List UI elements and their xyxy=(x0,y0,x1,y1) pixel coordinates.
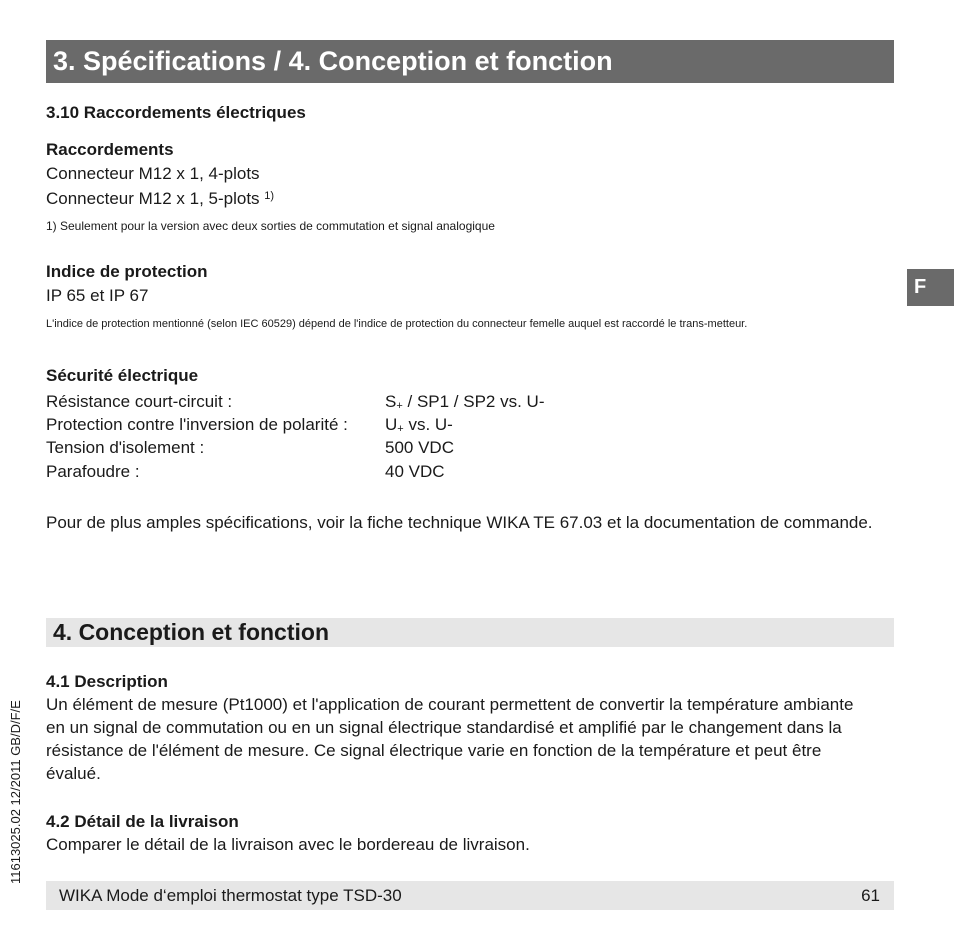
value-subscript: + xyxy=(396,400,403,412)
securite-label: Tension d'isolement : xyxy=(46,438,205,457)
connector-5-pin-text: Connecteur M12 x 1, 5-plots xyxy=(46,189,260,208)
language-tab: F xyxy=(907,269,954,306)
section-heading-3-10: 3.10 Raccordements électriques xyxy=(46,103,306,122)
protection-value: IP 65 et IP 67 xyxy=(46,286,149,305)
connector-5-pin xyxy=(46,185,274,210)
securite-label: Résistance court-circuit : xyxy=(46,392,233,411)
footnote-marker: 1) xyxy=(264,190,275,202)
value-main: 40 VDC xyxy=(385,462,445,481)
page-title: 3. Spécifications / 4. Conception et fonction xyxy=(46,40,894,83)
value-rest: / SP1 / SP2 vs. U- xyxy=(402,392,545,411)
page-footer xyxy=(46,881,894,910)
footer-title: WIKA Mode d‘emploi thermostat type TSD-30 xyxy=(59,886,402,905)
document-code: 11613025.02 12/2011 GB/D/F/E xyxy=(8,700,23,884)
section-4-title: 4. Conception et fonction xyxy=(46,618,894,647)
securite-value xyxy=(385,436,454,459)
footnote: 1) Seulement pour la version avec deux sorties de commutation et signal analogique xyxy=(46,219,495,233)
connector-4-pin: Connecteur M12 x 1, 4-plots xyxy=(46,164,260,183)
raccordements-heading: Raccordements xyxy=(46,140,174,159)
protection-note: L'indice de protection mentionné (selon IEC 60529) dépend de l'indice de protection du connecteur femelle auquel est raccordé le trans-metteur. xyxy=(46,318,748,330)
section-4-2-text: Comparer le détail de la livraison avec le bordereau de livraison. xyxy=(46,835,530,854)
securite-value xyxy=(385,460,445,483)
value-main: S xyxy=(385,392,397,411)
value-subscript: + xyxy=(397,423,404,435)
section-4-2-heading: 4.2 Détail de la livraison xyxy=(46,812,239,831)
securite-label: Protection contre l'inversion de polarité : xyxy=(46,415,348,434)
section-4-1-heading: 4.1 Description xyxy=(46,672,168,691)
page-number: 61 xyxy=(861,886,880,905)
securite-label: Parafoudre : xyxy=(46,462,140,481)
protection-heading: Indice de protection xyxy=(46,262,208,281)
value-rest: vs. U- xyxy=(403,415,453,434)
section-4-1-text: Un élément de mesure (Pt1000) et l'application de courant permettent de convertir la température ambiante en un signal de commutation ou en un signal électrique standardisé et amplifié par le changement dans la résistance de l'élément de mesure. Ce signal électrique varie en fonction de la température et peut être évalué. xyxy=(46,695,854,783)
more-info-paragraph: Pour de plus amples spécifications, voir la fiche technique WIKA TE 67.03 et la documentation de commande. xyxy=(46,513,873,532)
securite-heading: Sécurité électrique xyxy=(46,366,199,385)
value-main: 500 VDC xyxy=(385,438,454,457)
value-main: U xyxy=(385,415,398,434)
